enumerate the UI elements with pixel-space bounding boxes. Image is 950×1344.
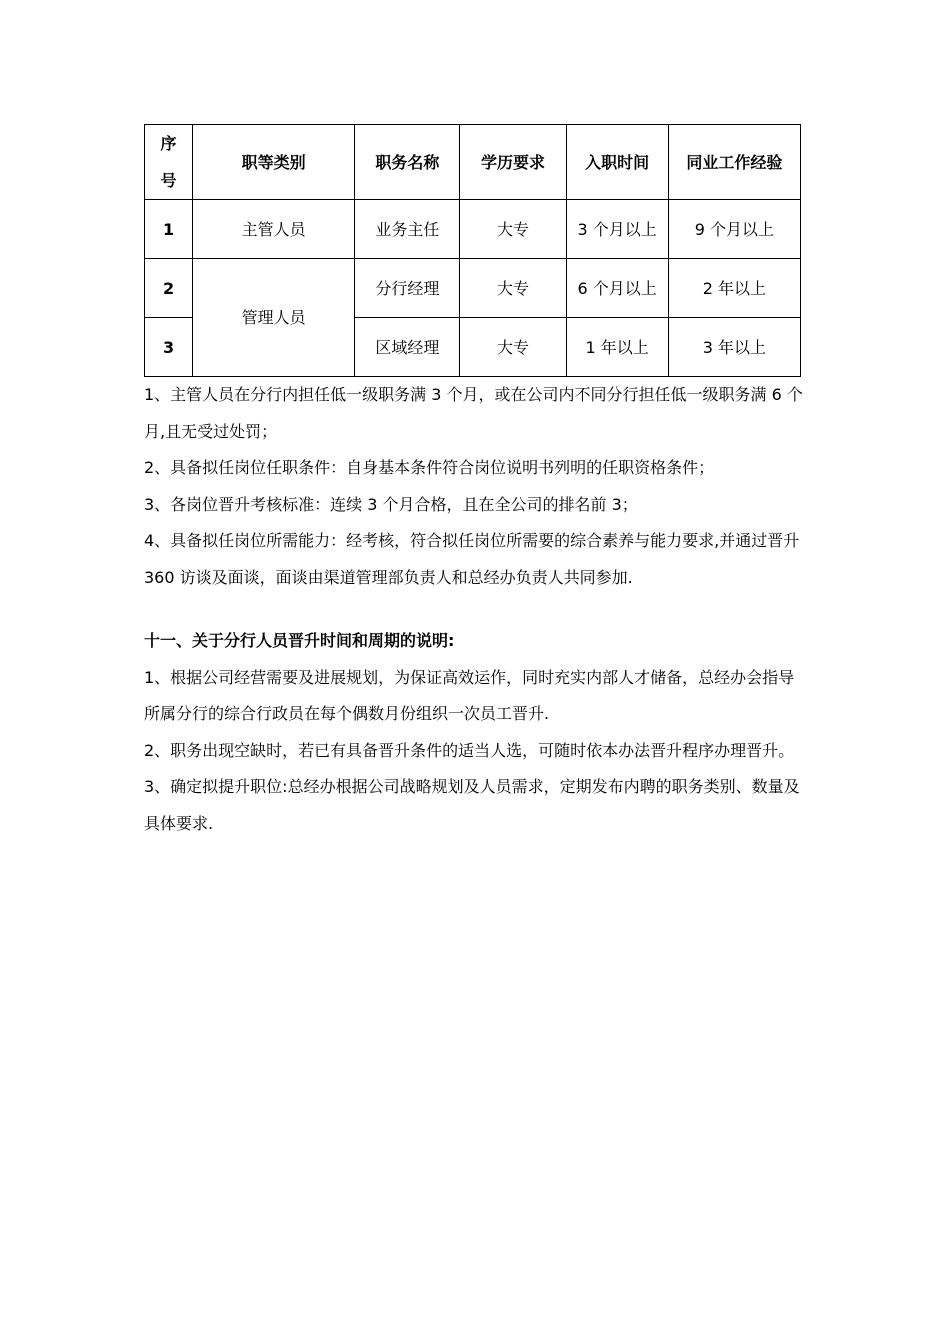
cell-category: 主管人员: [193, 200, 355, 259]
note-item: 4、具备拟任岗位所需能力：经考核，符合拟任岗位所需要的综合素养与能力要求,并通过晋升 360 访谈及面谈，面谈由渠道管理部负责人和总经办负责人共同参加.: [144, 531, 800, 587]
cell-experience: 3 年以上: [668, 318, 800, 377]
cell-seq: 2: [145, 259, 193, 318]
cell-position: 业务主任: [355, 200, 460, 259]
table-row: [145, 200, 801, 259]
cell-seq: 1: [145, 200, 193, 259]
cell-education: 大专: [460, 259, 566, 318]
cell-tenure: 6 个月以上: [566, 259, 668, 318]
note-item: 1、主管人员在分行内担任低一级职务满 3 个月，或在公司内不同分行担任低一级职务满 6 个月,且无受过处罚；: [144, 385, 803, 441]
cell-experience: 2 年以上: [668, 259, 800, 318]
header-grade-category: 职等类别: [193, 125, 355, 200]
cell-tenure: 3 个月以上: [566, 200, 668, 259]
section-item: 1、根据公司经营需要及进展规划，为保证高效运作，同时充实内部人才储备，总经办会指导所属分行的综合行政员在每个偶数月份组织一次员工晋升.: [144, 667, 795, 723]
cell-category: 管理人员: [193, 259, 355, 377]
section-item: 3、确定拟提升职位:总经办根据公司战略规划及人员需求，定期发布内聘的职务类别、数量及具体要求.: [144, 777, 800, 833]
header-position-name: 职务名称: [355, 125, 460, 200]
cell-education: 大专: [460, 318, 566, 377]
cell-tenure: 1 年以上: [566, 318, 668, 377]
header-seq: 序 号: [145, 125, 193, 200]
header-education: 学历要求: [460, 125, 566, 200]
header-industry-experience: 同业工作经验: [668, 125, 800, 200]
table-row: [145, 259, 801, 318]
notes-list: [144, 377, 809, 842]
section-heading: 十一、关于分行人员晋升时间和周期的说明:: [144, 631, 455, 650]
document-page: [144, 124, 809, 842]
cell-seq: 3: [145, 318, 193, 377]
cell-experience: 9 个月以上: [668, 200, 800, 259]
cell-education: 大专: [460, 200, 566, 259]
section-item: 2、职务出现空缺时，若已有具备晋升条件的适当人选，可随时依本办法晋升程序办理晋升。: [144, 740, 795, 760]
promotion-requirements-table: [144, 124, 801, 377]
header-tenure: 入职时间: [566, 125, 668, 200]
table-header-row: [145, 125, 801, 200]
note-item: 3、各岗位晋升考核标准：连续 3 个月合格，且在全公司的排名前 3；: [144, 494, 638, 514]
cell-position: 区域经理: [355, 318, 460, 377]
cell-position: 分行经理: [355, 259, 460, 318]
note-item: 2、具备拟任岗位任职条件：自身基本条件符合岗位说明书列明的任职资格条件；: [144, 458, 715, 477]
